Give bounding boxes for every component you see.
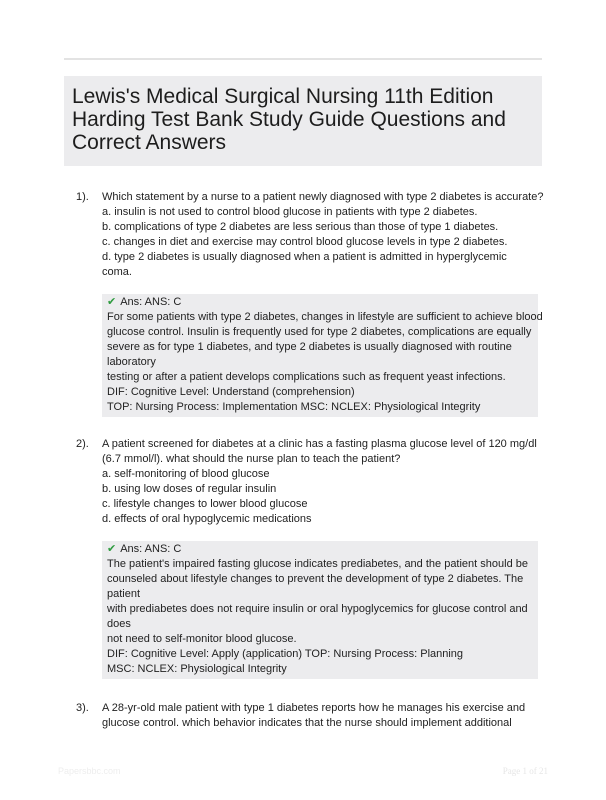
question-line: glucose control. which behavior indicates that the nurse should implement additional bbox=[102, 717, 512, 729]
check-icon: ✔ bbox=[107, 296, 117, 308]
question-number: 2). bbox=[76, 438, 89, 450]
question-number: 3). bbox=[76, 702, 89, 714]
rationale-line: does bbox=[107, 618, 131, 630]
title-banner bbox=[64, 76, 542, 166]
question-line: Which statement by a nurse to a patient newly diagnosed with type 2 diabetes is accurate? bbox=[102, 191, 544, 203]
answer-label: Ans: ANS: C bbox=[120, 543, 182, 555]
answer-box bbox=[102, 541, 538, 679]
topic-line: TOP: Nursing Process: Implementation MSC: NCLEX: Physiological Integrity bbox=[107, 401, 481, 413]
option-d: d. type 2 diabetes is usually diagnosed when a patient is admitted in hyperglycemic bbox=[102, 251, 507, 263]
option-d: d. effects of oral hypoglycemic medications bbox=[102, 513, 312, 525]
answer-header bbox=[107, 542, 533, 557]
check-icon: ✔ bbox=[107, 543, 117, 555]
answer-box bbox=[102, 294, 543, 417]
rationale-line: The patient's impaired fasting glucose indicates prediabetes, and the patient should be bbox=[107, 558, 528, 570]
rationale-line: with prediabetes does not require insulin or oral hypoglycemics for glucose control and bbox=[107, 603, 528, 615]
option-b: b. using low doses of regular insulin bbox=[102, 483, 277, 495]
option-c: c. lifestyle changes to lower blood glucose bbox=[102, 498, 308, 510]
footer-watermark: Papersbbc.com bbox=[58, 766, 121, 776]
question-text bbox=[102, 190, 544, 280]
question-line: (6.7 mmol/l). what should the nurse plan to teach the patient? bbox=[102, 453, 401, 465]
rationale-line: laboratory bbox=[107, 356, 156, 368]
option-a: a. insulin is not used to control blood glucose in patients with type 2 diabetes. bbox=[102, 206, 478, 218]
question-number: 1). bbox=[76, 191, 89, 203]
option-d-cont: coma. bbox=[102, 266, 132, 278]
document-title: Lewis's Medical Surgical Nursing 11th Edition Harding Test Bank Study Guide Questions and Correct Answers bbox=[72, 85, 506, 154]
option-b: b. complications of type 2 diabetes are less serious than those of type 1 diabetes. bbox=[102, 221, 499, 233]
rationale-line: severe as for type 1 diabetes, and type 2 diabetes is usually diagnosed with routine bbox=[107, 341, 512, 353]
option-a: a. self-monitoring of blood glucose bbox=[102, 468, 270, 480]
rationale-line: counseled about lifestyle changes to prevent the development of type 2 diabetes. The bbox=[107, 573, 524, 585]
page-indicator: Page 1 of 21 bbox=[502, 766, 548, 776]
question-text bbox=[102, 437, 538, 527]
rationale-line: testing or after a patient develops complications such as frequent yeast infections. bbox=[107, 371, 506, 383]
question-1 bbox=[64, 190, 542, 417]
answer-header bbox=[107, 295, 533, 310]
difficulty-line: DIF: Cognitive Level: Understand (comprehension) bbox=[107, 386, 355, 398]
rationale-line: not need to self-monitor blood glucose. bbox=[107, 633, 297, 645]
difficulty-line: DIF: Cognitive Level: Apply (application) TOP: Nursing Process: Planning bbox=[107, 648, 464, 660]
topic-line: MSC: NCLEX: Physiological Integrity bbox=[107, 663, 287, 675]
rationale-line: glucose control. Insulin is frequently used for type 2 diabetes, complications are equally bbox=[107, 326, 532, 338]
answer-label: Ans: ANS: C bbox=[120, 296, 182, 308]
question-3 bbox=[64, 701, 542, 731]
question-text bbox=[102, 701, 538, 731]
question-2 bbox=[64, 437, 542, 679]
option-c: c. changes in diet and exercise may control blood glucose levels in type 2 diabetes. bbox=[102, 236, 508, 248]
rationale-line: patient bbox=[107, 588, 141, 600]
question-line: A patient screened for diabetes at a clinic has a fasting plasma glucose level of 120 mg/dl bbox=[102, 438, 537, 450]
rationale-line: For some patients with type 2 diabetes, changes in lifestyle are sufficient to achieve blood bbox=[107, 311, 543, 323]
top-divider bbox=[64, 58, 542, 60]
question-line: A 28-yr-old male patient with type 1 diabetes reports how he manages his exercise and bbox=[102, 702, 526, 714]
